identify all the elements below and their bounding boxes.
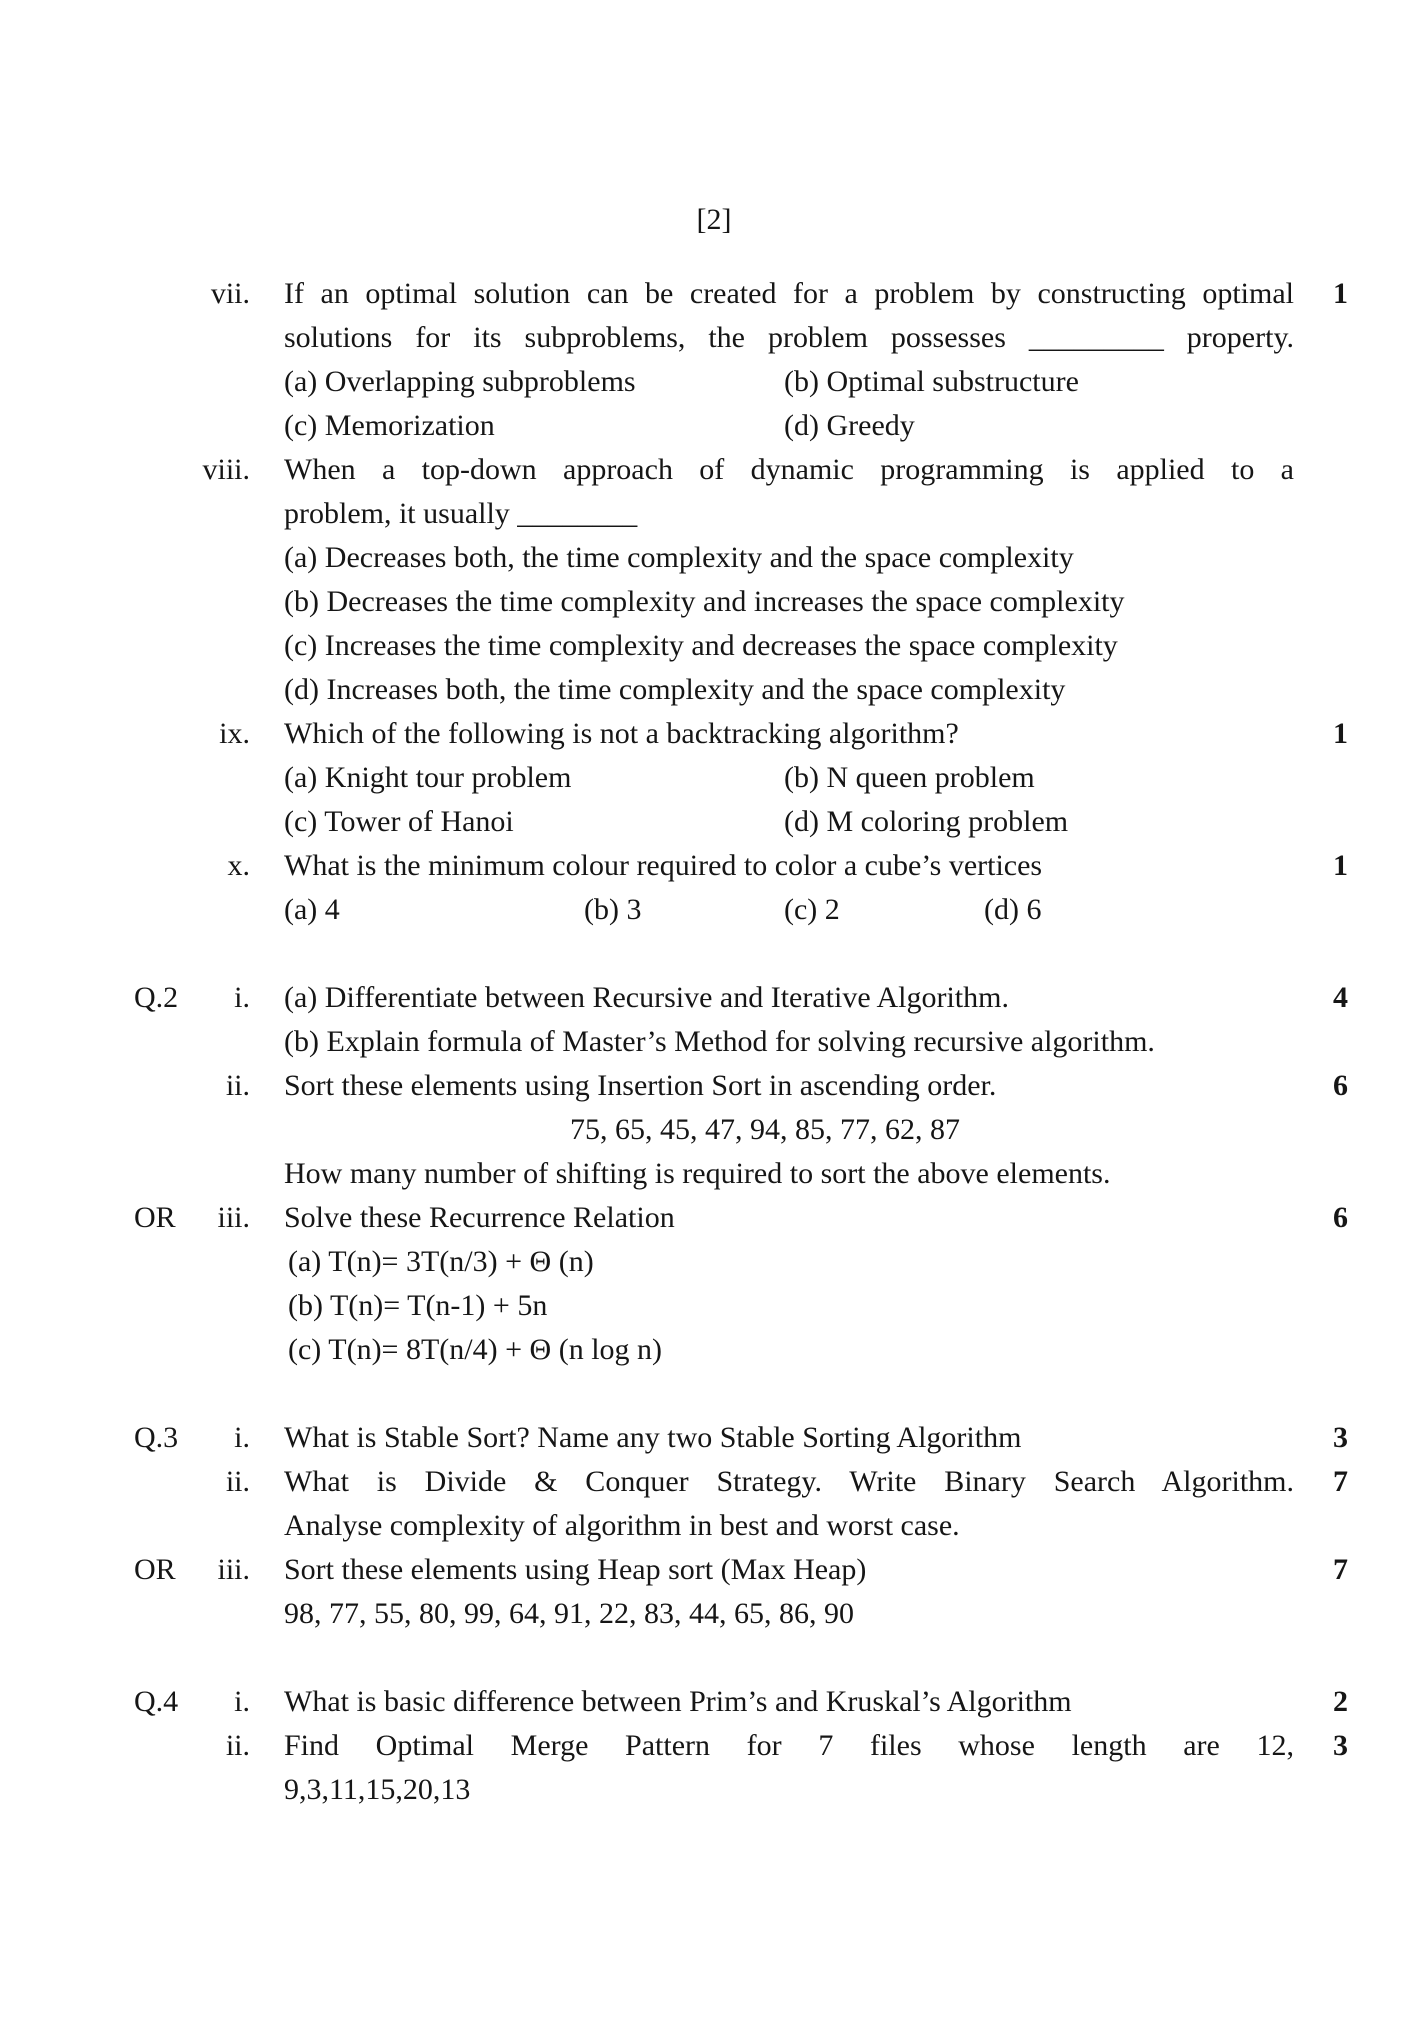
- q3-i-line-1: What is Stable Sort? Name any two Stable Sorting Algorithm: [284, 1421, 1022, 1454]
- marks-x: 1: [1333, 849, 1348, 882]
- q4-i-marks: 2: [1333, 1685, 1348, 1718]
- q2-i-marks: 4: [1333, 981, 1348, 1014]
- page-number: [2]: [696, 203, 732, 236]
- q2-iii-number: iii.: [217, 1201, 250, 1234]
- q2-label: Q.2: [134, 981, 179, 1014]
- q3-iii-line-1: Sort these elements using Heap sort (Max Heap): [284, 1553, 867, 1586]
- question-number-ix: ix.: [219, 717, 250, 750]
- q4-label: Q.4: [134, 1685, 179, 1718]
- q2-i-line-2: (b) Explain formula of Master’s Method for solving recursive algorithm.: [284, 1025, 1155, 1058]
- q2-iii-line-1: Solve these Recurrence Relation: [284, 1201, 675, 1234]
- q4-ii-line-1: Find Optimal Merge Pattern for 7 files whose length are 12,: [284, 1729, 1294, 1762]
- q2-ii-line-3: How many number of shifting is required to sort the above elements.: [284, 1157, 1111, 1190]
- q2-iii-c: (c) T(n)= 8T(n/4) + Θ (n log n): [288, 1333, 663, 1366]
- q4-i-line-1: What is basic difference between Prim’s and Kruskal’s Algorithm: [284, 1685, 1072, 1718]
- option-viii-a: (a) Decreases both, the time complexity and the space complexity: [284, 541, 1074, 574]
- option-ix-c: (c) Tower of Hanoi: [284, 805, 514, 838]
- marks-ix: 1: [1333, 717, 1348, 750]
- q2-or-label: OR: [134, 1201, 176, 1234]
- question-vii-line-1: If an optimal solution can be created for a problem by constructing optimal: [284, 277, 1294, 310]
- question-number-x: x.: [227, 849, 250, 882]
- q2-ii-elements: 75, 65, 45, 47, 94, 85, 77, 62, 87: [570, 1113, 960, 1146]
- q3-ii-line-1: What is Divide & Conquer Strategy. Write Binary Search Algorithm.: [284, 1465, 1294, 1498]
- q3-or-label: OR: [134, 1553, 176, 1586]
- q4-ii-number: ii.: [225, 1729, 250, 1762]
- q4-ii-line-2: 9,3,11,15,20,13: [284, 1773, 471, 1806]
- option-x-d: (d) 6: [984, 893, 1042, 926]
- q3-i-marks: 3: [1333, 1421, 1348, 1454]
- q2-iii-marks: 6: [1333, 1201, 1348, 1234]
- option-x-c: (c) 2: [784, 893, 840, 926]
- option-ix-b: (b) N queen problem: [784, 761, 1035, 794]
- q3-iii-number: iii.: [217, 1553, 250, 1586]
- option-vii-b: (b) Optimal substructure: [784, 365, 1079, 398]
- option-x-a: (a) 4: [284, 893, 340, 926]
- q2-ii-number: ii.: [225, 1069, 250, 1102]
- q3-i-number: i.: [234, 1421, 250, 1454]
- question-number-vii: vii.: [210, 277, 250, 310]
- q2-i-number: i.: [234, 981, 250, 1014]
- q3-iii-elements: 98, 77, 55, 80, 99, 64, 91, 22, 83, 44, 65, 86, 90: [284, 1597, 854, 1630]
- q3-ii-line-2: Analyse complexity of algorithm in best and worst case.: [284, 1509, 960, 1542]
- q2-iii-b: (b) T(n)= T(n-1) + 5n: [288, 1289, 548, 1322]
- option-vii-c: (c) Memorization: [284, 409, 495, 442]
- option-ix-a: (a) Knight tour problem: [284, 761, 572, 794]
- q3-iii-marks: 7: [1333, 1553, 1348, 1586]
- q2-i-line-1: (a) Differentiate between Recursive and Iterative Algorithm.: [284, 981, 1009, 1014]
- question-vii-line-2: solutions for its subproblems, the problem possesses _________ property.: [284, 321, 1294, 354]
- question-x-line-1: What is the minimum colour required to color a cube’s vertices: [284, 849, 1043, 882]
- question-number-viii: viii.: [202, 453, 250, 486]
- q3-label: Q.3: [134, 1421, 179, 1454]
- option-ix-d: (d) M coloring problem: [784, 805, 1069, 838]
- option-vii-d: (d) Greedy: [784, 409, 915, 442]
- option-vii-a: (a) Overlapping subproblems: [284, 365, 636, 398]
- option-viii-b: (b) Decreases the time complexity and increases the space complexity: [284, 585, 1125, 618]
- q4-i-number: i.: [234, 1685, 250, 1718]
- question-viii-line-2: problem, it usually ________: [284, 497, 638, 530]
- q2-ii-line-1: Sort these elements using Insertion Sort in ascending order.: [284, 1069, 997, 1102]
- q3-ii-number: ii.: [225, 1465, 250, 1498]
- q4-ii-marks: 3: [1333, 1729, 1348, 1762]
- question-ix-line-1: Which of the following is not a backtracking algorithm?: [284, 717, 959, 750]
- marks-vii: 1: [1333, 277, 1348, 310]
- q3-ii-marks: 7: [1333, 1465, 1348, 1498]
- q2-ii-marks: 6: [1333, 1069, 1348, 1102]
- q2-iii-a: (a) T(n)= 3T(n/3) + Θ (n): [288, 1245, 594, 1278]
- option-viii-d: (d) Increases both, the time complexity and the space complexity: [284, 673, 1066, 706]
- option-viii-c: (c) Increases the time complexity and decreases the space complexity: [284, 629, 1118, 662]
- option-x-b: (b) 3: [584, 893, 642, 926]
- question-viii-line-1: When a top-down approach of dynamic programming is applied to a: [284, 453, 1294, 486]
